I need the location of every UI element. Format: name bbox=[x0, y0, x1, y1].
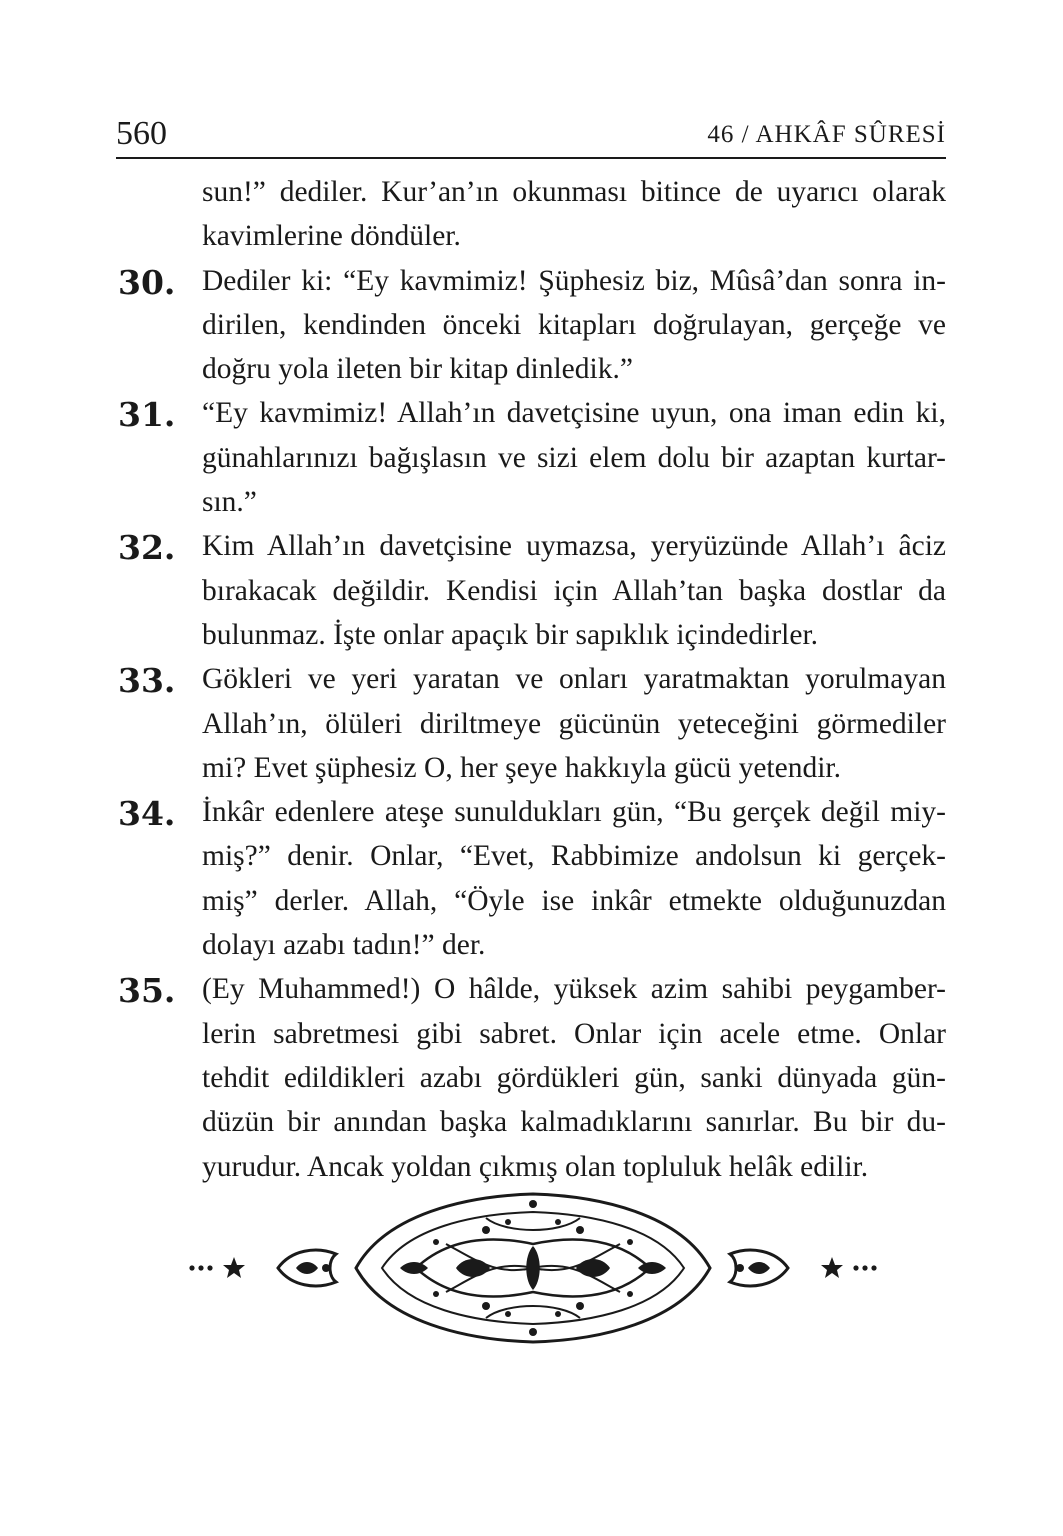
verse-text bbox=[202, 524, 946, 657]
verse-text bbox=[202, 259, 946, 392]
text-line: dolayı azabı tadın!” der. bbox=[202, 929, 486, 962]
verse-number: 30. bbox=[118, 262, 176, 302]
page-number: 560 bbox=[116, 115, 167, 152]
text-line: (Ey Muhammed!) O hâlde, yüksek azim sahibi peygamber- bbox=[202, 973, 946, 1006]
text-line: bulunmaz. İşte onlar apaçık bir sapıklık içindedirler. bbox=[202, 618, 819, 651]
text-line: tehdit edildikleri azabı gördükleri gün, sanki dünyada gün- bbox=[202, 1061, 946, 1094]
verse-35 bbox=[118, 967, 946, 1188]
continuation-paragraph bbox=[118, 170, 946, 259]
text-line: doğru yola ileten bir kitap dinledik.” bbox=[202, 353, 633, 386]
text-line: Dediler ki: “Ey kavmimiz! Şüphesiz biz, Mûsâ’dan sonra in- bbox=[202, 264, 946, 297]
text-line: Allah’ın, ölüleri diriltmeye gücünün yeteceğini görmediler bbox=[202, 707, 946, 740]
text-line: miş?” denir. Onlar, “Evet, Rabbimize andolsun ki gerçek- bbox=[202, 840, 946, 873]
verse-number-spacer bbox=[118, 170, 202, 172]
verse-text bbox=[202, 391, 946, 524]
text-line: sın.” bbox=[202, 486, 257, 519]
text-line: günahlarınızı bağışlasın ve sizi elem dolu bir azaptan kurtar- bbox=[202, 441, 946, 474]
text-line: miş” derler. Allah, “Öyle ise inkâr etmekte olduğunuzdan bbox=[202, 884, 946, 917]
verse-32 bbox=[118, 524, 946, 657]
verse-33 bbox=[118, 657, 946, 790]
text-line: kavimlerine döndüler. bbox=[202, 220, 461, 253]
text-line: lerin sabretmesi gibi sabret. Onlar için acele etme. Onlar bbox=[202, 1017, 946, 1050]
text-line: dirilen, kendinden önceki kitapları doğrulayan, gerçeğe ve bbox=[202, 308, 946, 341]
text-line: düzün bir anından başka kalmadıklarını sanırlar. Bu bir du- bbox=[202, 1106, 946, 1139]
text-line: mi? Evet şüphesiz O, her şeye hakkıyla gücü yetendir. bbox=[202, 751, 841, 784]
verse-number: 31. bbox=[118, 395, 176, 435]
verse-text bbox=[202, 657, 946, 790]
verse-number: 33. bbox=[118, 661, 176, 701]
text-line: yurudur. Ancak yoldan çıkmış olan topluluk helâk edilir. bbox=[202, 1150, 869, 1183]
text-line: “Ey kavmimiz! Allah’ın davetçisine uyun, ona iman edin ki, bbox=[202, 397, 946, 430]
verse-text bbox=[202, 790, 946, 967]
verse-34 bbox=[118, 790, 946, 967]
running-title: 46 / AHKÂF SÛRESİ bbox=[707, 121, 946, 148]
text-line: bırakacak değildir. Kendisi için Allah’tan başka dostlar da bbox=[202, 574, 946, 607]
verse-30 bbox=[118, 259, 946, 392]
verse-text bbox=[202, 967, 946, 1188]
text-line: Gökleri ve yeri yaratan ve onları yaratmaktan yorulmayan bbox=[202, 663, 946, 696]
verse-number: 32. bbox=[118, 528, 176, 568]
floral-end-ornament-icon bbox=[186, 1184, 880, 1354]
text-block bbox=[118, 170, 946, 1189]
text-line: sun!” dediler. Kur’an’ın okunması bitince de uyarıcı olarak bbox=[202, 176, 946, 208]
text-line: Kim Allah’ın davetçisine uymazsa, yeryüzünde Allah’ı âciz bbox=[202, 530, 946, 563]
text-line: İnkâr edenlere ateşe sunuldukları gün, “Bu gerçek değil miy- bbox=[202, 796, 946, 829]
verse-number: 34. bbox=[118, 794, 176, 834]
continuation-text bbox=[202, 170, 946, 259]
verse-number: 35. bbox=[118, 971, 176, 1011]
header-rule bbox=[116, 157, 946, 159]
verse-31 bbox=[118, 391, 946, 524]
